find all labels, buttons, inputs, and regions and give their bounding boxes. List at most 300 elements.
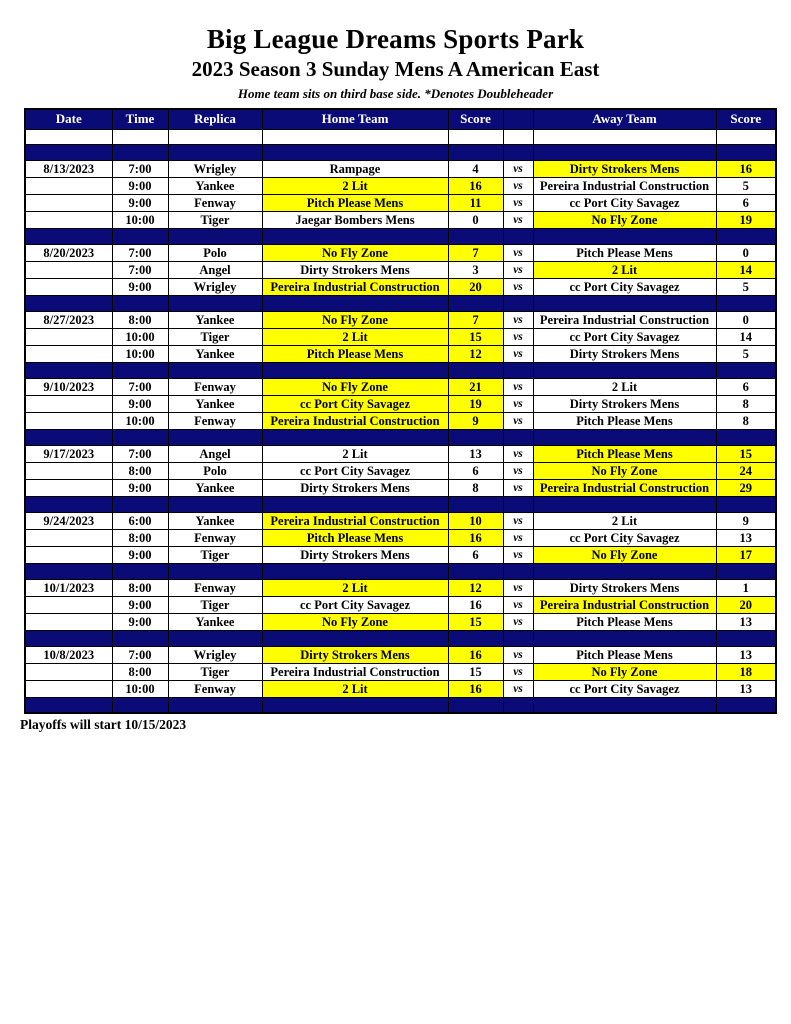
separator-cell [533, 630, 716, 646]
replica-cell: Wrigley [168, 278, 262, 295]
away-score-cell: 14 [716, 261, 776, 278]
separator-cell [533, 429, 716, 445]
time-cell: 10:00 [112, 328, 168, 345]
date-cell [25, 278, 112, 295]
separator-cell [503, 295, 533, 311]
home-team-cell: cc Port City Savagez [262, 596, 448, 613]
separator-row [25, 496, 776, 512]
replica-cell: Tiger [168, 596, 262, 613]
vs-label: vs [503, 211, 533, 228]
date-cell [25, 211, 112, 228]
separator-cell [168, 697, 262, 713]
home-team-cell: Pitch Please Mens [262, 529, 448, 546]
separator-cell [112, 362, 168, 378]
separator-cell [448, 563, 503, 579]
away-score-cell: 5 [716, 278, 776, 295]
spacer-cell [448, 129, 503, 144]
date-cell [25, 680, 112, 697]
separator-row [25, 697, 776, 713]
replica-cell: Tiger [168, 663, 262, 680]
vs-label: vs [503, 244, 533, 261]
vs-label: vs [503, 194, 533, 211]
home-team-cell: Rampage [262, 160, 448, 177]
replica-cell: Fenway [168, 194, 262, 211]
replica-cell: Yankee [168, 311, 262, 328]
column-header-home-team: Home Team [262, 109, 448, 129]
date-cell [25, 412, 112, 429]
vs-label: vs [503, 680, 533, 697]
separator-row [25, 228, 776, 244]
separator-cell [503, 630, 533, 646]
separator-cell [25, 630, 112, 646]
date-cell [25, 194, 112, 211]
separator-cell [168, 630, 262, 646]
away-score-cell: 6 [716, 378, 776, 395]
separator-cell [25, 697, 112, 713]
page-header [0, 0, 791, 101]
vs-label: vs [503, 378, 533, 395]
separator-cell [716, 144, 776, 160]
time-cell: 7:00 [112, 160, 168, 177]
replica-cell: Tiger [168, 328, 262, 345]
time-cell: 9:00 [112, 479, 168, 496]
time-cell: 6:00 [112, 512, 168, 529]
home-team-cell: Pitch Please Mens [262, 194, 448, 211]
separator-cell [448, 295, 503, 311]
separator-cell [168, 144, 262, 160]
schedule-body [25, 129, 776, 713]
vs-label: vs [503, 546, 533, 563]
vs-label: vs [503, 345, 533, 362]
home-team-cell: No Fly Zone [262, 613, 448, 630]
home-score-cell: 8 [448, 479, 503, 496]
column-header-date: Date [25, 109, 112, 129]
time-cell: 10:00 [112, 345, 168, 362]
away-score-cell: 14 [716, 328, 776, 345]
date-cell [25, 328, 112, 345]
time-cell: 7:00 [112, 244, 168, 261]
separator-cell [262, 630, 448, 646]
separator-cell [112, 496, 168, 512]
separator-cell [533, 362, 716, 378]
home-score-cell: 0 [448, 211, 503, 228]
separator-cell [112, 630, 168, 646]
home-score-cell: 12 [448, 345, 503, 362]
vs-label: vs [503, 613, 533, 630]
home-score-cell: 16 [448, 596, 503, 613]
away-team-cell: No Fly Zone [533, 663, 716, 680]
separator-cell [25, 228, 112, 244]
date-cell: 9/17/2023 [25, 445, 112, 462]
separator-cell [533, 496, 716, 512]
away-score-cell: 13 [716, 613, 776, 630]
game-row [25, 646, 776, 663]
game-row [25, 579, 776, 596]
home-team-cell: No Fly Zone [262, 244, 448, 261]
game-row [25, 663, 776, 680]
game-row [25, 278, 776, 295]
time-cell: 10:00 [112, 211, 168, 228]
away-team-cell: No Fly Zone [533, 546, 716, 563]
time-cell: 9:00 [112, 546, 168, 563]
vs-label: vs [503, 646, 533, 663]
away-team-cell: Pitch Please Mens [533, 613, 716, 630]
away-team-cell: No Fly Zone [533, 211, 716, 228]
game-row [25, 311, 776, 328]
replica-cell: Polo [168, 462, 262, 479]
game-row [25, 177, 776, 194]
separator-cell [262, 697, 448, 713]
date-cell: 9/10/2023 [25, 378, 112, 395]
game-row [25, 479, 776, 496]
separator-row [25, 630, 776, 646]
separator-cell [262, 228, 448, 244]
away-score-cell: 24 [716, 462, 776, 479]
replica-cell: Tiger [168, 211, 262, 228]
away-score-cell: 5 [716, 345, 776, 362]
time-cell: 8:00 [112, 579, 168, 596]
home-team-cell: Pereira Industrial Construction [262, 512, 448, 529]
time-cell: 8:00 [112, 529, 168, 546]
separator-cell [168, 429, 262, 445]
date-cell [25, 613, 112, 630]
spacer-row [25, 129, 776, 144]
separator-cell [112, 563, 168, 579]
home-score-cell: 16 [448, 177, 503, 194]
table-header-row [25, 109, 776, 129]
replica-cell: Fenway [168, 412, 262, 429]
home-score-cell: 20 [448, 278, 503, 295]
away-score-cell: 6 [716, 194, 776, 211]
separator-cell [448, 630, 503, 646]
away-team-cell: Pereira Industrial Construction [533, 479, 716, 496]
home-team-cell: Dirty Strokers Mens [262, 261, 448, 278]
time-cell: 9:00 [112, 613, 168, 630]
away-team-cell: cc Port City Savagez [533, 194, 716, 211]
separator-cell [503, 563, 533, 579]
home-score-cell: 7 [448, 244, 503, 261]
away-team-cell: cc Port City Savagez [533, 680, 716, 697]
home-score-cell: 21 [448, 378, 503, 395]
home-score-cell: 13 [448, 445, 503, 462]
home-team-cell: Pereira Industrial Construction [262, 278, 448, 295]
replica-cell: Yankee [168, 479, 262, 496]
game-row [25, 160, 776, 177]
away-team-cell: Pitch Please Mens [533, 445, 716, 462]
replica-cell: Angel [168, 261, 262, 278]
date-cell [25, 345, 112, 362]
away-score-cell: 20 [716, 596, 776, 613]
separator-cell [716, 630, 776, 646]
vs-label: vs [503, 445, 533, 462]
away-score-cell: 13 [716, 529, 776, 546]
game-row [25, 244, 776, 261]
separator-cell [503, 697, 533, 713]
date-cell [25, 261, 112, 278]
separator-cell [503, 362, 533, 378]
away-score-cell: 29 [716, 479, 776, 496]
home-score-cell: 4 [448, 160, 503, 177]
separator-cell [503, 496, 533, 512]
away-score-cell: 8 [716, 395, 776, 412]
home-score-cell: 11 [448, 194, 503, 211]
time-cell: 8:00 [112, 462, 168, 479]
away-score-cell: 0 [716, 311, 776, 328]
spacer-cell [112, 129, 168, 144]
separator-cell [533, 228, 716, 244]
date-cell [25, 479, 112, 496]
vs-label: vs [503, 395, 533, 412]
away-team-cell: No Fly Zone [533, 462, 716, 479]
replica-cell: Wrigley [168, 160, 262, 177]
column-header-score: Score [448, 109, 503, 129]
spacer-cell [168, 129, 262, 144]
column-header-replica: Replica [168, 109, 262, 129]
page-subtitle: 2023 Season 3 Sunday Mens A American East [191, 57, 600, 81]
time-cell: 7:00 [112, 378, 168, 395]
separator-cell [25, 496, 112, 512]
separator-cell [503, 228, 533, 244]
vs-label: vs [503, 479, 533, 496]
home-team-cell: Dirty Strokers Mens [262, 479, 448, 496]
home-team-cell: cc Port City Savagez [262, 395, 448, 412]
column-header-vs [503, 109, 533, 129]
game-row [25, 328, 776, 345]
column-header-away-team: Away Team [533, 109, 716, 129]
away-team-cell: Dirty Strokers Mens [533, 579, 716, 596]
separator-cell [533, 697, 716, 713]
vs-label: vs [503, 462, 533, 479]
time-cell: 9:00 [112, 596, 168, 613]
date-cell [25, 462, 112, 479]
time-cell: 7:00 [112, 646, 168, 663]
game-row [25, 529, 776, 546]
vs-label: vs [503, 512, 533, 529]
away-team-cell: Pitch Please Mens [533, 244, 716, 261]
home-team-cell: Pitch Please Mens [262, 345, 448, 362]
home-score-cell: 15 [448, 613, 503, 630]
home-team-cell: Pereira Industrial Construction [262, 412, 448, 429]
replica-cell: Polo [168, 244, 262, 261]
vs-label: vs [503, 596, 533, 613]
game-row [25, 194, 776, 211]
replica-cell: Fenway [168, 579, 262, 596]
separator-cell [25, 563, 112, 579]
home-team-cell: cc Port City Savagez [262, 462, 448, 479]
replica-cell: Fenway [168, 378, 262, 395]
home-score-cell: 15 [448, 663, 503, 680]
separator-cell [716, 362, 776, 378]
separator-cell [448, 228, 503, 244]
game-row [25, 613, 776, 630]
away-team-cell: cc Port City Savagez [533, 529, 716, 546]
time-cell: 10:00 [112, 412, 168, 429]
vs-label: vs [503, 579, 533, 596]
separator-cell [262, 496, 448, 512]
spacer-cell [533, 129, 716, 144]
separator-row [25, 144, 776, 160]
schedule-table [24, 108, 777, 714]
date-cell [25, 395, 112, 412]
time-cell: 9:00 [112, 395, 168, 412]
separator-row [25, 362, 776, 378]
replica-cell: Wrigley [168, 646, 262, 663]
away-score-cell: 13 [716, 646, 776, 663]
separator-cell [262, 295, 448, 311]
column-header-time: Time [112, 109, 168, 129]
home-team-cell: Pereira Industrial Construction [262, 663, 448, 680]
date-cell [25, 596, 112, 613]
date-cell [25, 529, 112, 546]
separator-cell [25, 144, 112, 160]
separator-cell [503, 144, 533, 160]
time-cell: 9:00 [112, 278, 168, 295]
game-row [25, 412, 776, 429]
time-cell: 7:00 [112, 445, 168, 462]
game-row [25, 596, 776, 613]
replica-cell: Fenway [168, 680, 262, 697]
separator-cell [112, 295, 168, 311]
separator-cell [533, 563, 716, 579]
away-team-cell: Pereira Industrial Construction [533, 311, 716, 328]
column-header-score: Score [716, 109, 776, 129]
vs-label: vs [503, 663, 533, 680]
date-cell: 9/24/2023 [25, 512, 112, 529]
separator-cell [168, 496, 262, 512]
time-cell: 9:00 [112, 194, 168, 211]
away-team-cell: 2 Lit [533, 378, 716, 395]
separator-row [25, 429, 776, 445]
date-cell: 10/8/2023 [25, 646, 112, 663]
separator-cell [262, 429, 448, 445]
game-row [25, 345, 776, 362]
time-cell: 10:00 [112, 680, 168, 697]
game-row [25, 680, 776, 697]
home-team-cell: No Fly Zone [262, 311, 448, 328]
replica-cell: Angel [168, 445, 262, 462]
game-row [25, 462, 776, 479]
date-cell: 8/13/2023 [25, 160, 112, 177]
home-team-cell: Dirty Strokers Mens [262, 546, 448, 563]
away-team-cell: Pitch Please Mens [533, 646, 716, 663]
home-team-cell: 2 Lit [262, 177, 448, 194]
home-score-cell: 6 [448, 546, 503, 563]
separator-cell [112, 697, 168, 713]
separator-cell [25, 295, 112, 311]
vs-label: vs [503, 160, 533, 177]
date-cell: 10/1/2023 [25, 579, 112, 596]
home-score-cell: 19 [448, 395, 503, 412]
vs-label: vs [503, 177, 533, 194]
date-cell [25, 177, 112, 194]
separator-cell [168, 563, 262, 579]
away-score-cell: 16 [716, 160, 776, 177]
replica-cell: Yankee [168, 613, 262, 630]
separator-cell [503, 429, 533, 445]
home-team-cell: Dirty Strokers Mens [262, 646, 448, 663]
separator-cell [168, 362, 262, 378]
away-team-cell: Dirty Strokers Mens [533, 160, 716, 177]
away-team-cell: Pitch Please Mens [533, 412, 716, 429]
away-score-cell: 5 [716, 177, 776, 194]
separator-cell [448, 697, 503, 713]
spacer-cell [503, 129, 533, 144]
page-title: Big League Dreams Sports Park [206, 24, 585, 54]
away-score-cell: 17 [716, 546, 776, 563]
home-score-cell: 9 [448, 412, 503, 429]
page-note: Home team sits on third base side. *Denotes Doubleheader [237, 86, 554, 101]
away-team-cell: Pereira Industrial Construction [533, 177, 716, 194]
separator-cell [112, 429, 168, 445]
date-cell [25, 663, 112, 680]
away-team-cell: cc Port City Savagez [533, 278, 716, 295]
home-score-cell: 10 [448, 512, 503, 529]
game-row [25, 211, 776, 228]
separator-cell [168, 295, 262, 311]
separator-cell [716, 429, 776, 445]
home-score-cell: 12 [448, 579, 503, 596]
home-score-cell: 16 [448, 529, 503, 546]
spacer-cell [716, 129, 776, 144]
separator-cell [262, 362, 448, 378]
away-score-cell: 0 [716, 244, 776, 261]
away-team-cell: Pereira Industrial Construction [533, 596, 716, 613]
home-score-cell: 3 [448, 261, 503, 278]
date-cell [25, 546, 112, 563]
separator-cell [262, 563, 448, 579]
away-score-cell: 15 [716, 445, 776, 462]
separator-cell [716, 228, 776, 244]
time-cell: 9:00 [112, 177, 168, 194]
home-score-cell: 7 [448, 311, 503, 328]
away-score-cell: 9 [716, 512, 776, 529]
vs-label: vs [503, 328, 533, 345]
time-cell: 7:00 [112, 261, 168, 278]
game-row [25, 546, 776, 563]
replica-cell: Fenway [168, 529, 262, 546]
home-team-cell: 2 Lit [262, 328, 448, 345]
time-cell: 8:00 [112, 663, 168, 680]
away-team-cell: 2 Lit [533, 512, 716, 529]
replica-cell: Yankee [168, 512, 262, 529]
playoffs-note: Playoffs will start 10/15/2023 [20, 717, 187, 732]
away-score-cell: 13 [716, 680, 776, 697]
vs-label: vs [503, 412, 533, 429]
game-row [25, 395, 776, 412]
separator-cell [716, 295, 776, 311]
separator-cell [112, 228, 168, 244]
home-team-cell: No Fly Zone [262, 378, 448, 395]
separator-cell [533, 144, 716, 160]
separator-cell [448, 496, 503, 512]
date-cell: 8/20/2023 [25, 244, 112, 261]
separator-cell [716, 496, 776, 512]
replica-cell: Yankee [168, 177, 262, 194]
away-team-cell: Dirty Strokers Mens [533, 395, 716, 412]
spacer-cell [262, 129, 448, 144]
spacer-cell [25, 129, 112, 144]
time-cell: 8:00 [112, 311, 168, 328]
vs-label: vs [503, 311, 533, 328]
home-score-cell: 16 [448, 680, 503, 697]
vs-label: vs [503, 278, 533, 295]
away-team-cell: 2 Lit [533, 261, 716, 278]
separator-cell [25, 429, 112, 445]
separator-cell [448, 429, 503, 445]
separator-cell [716, 697, 776, 713]
game-row [25, 445, 776, 462]
home-team-cell: 2 Lit [262, 445, 448, 462]
